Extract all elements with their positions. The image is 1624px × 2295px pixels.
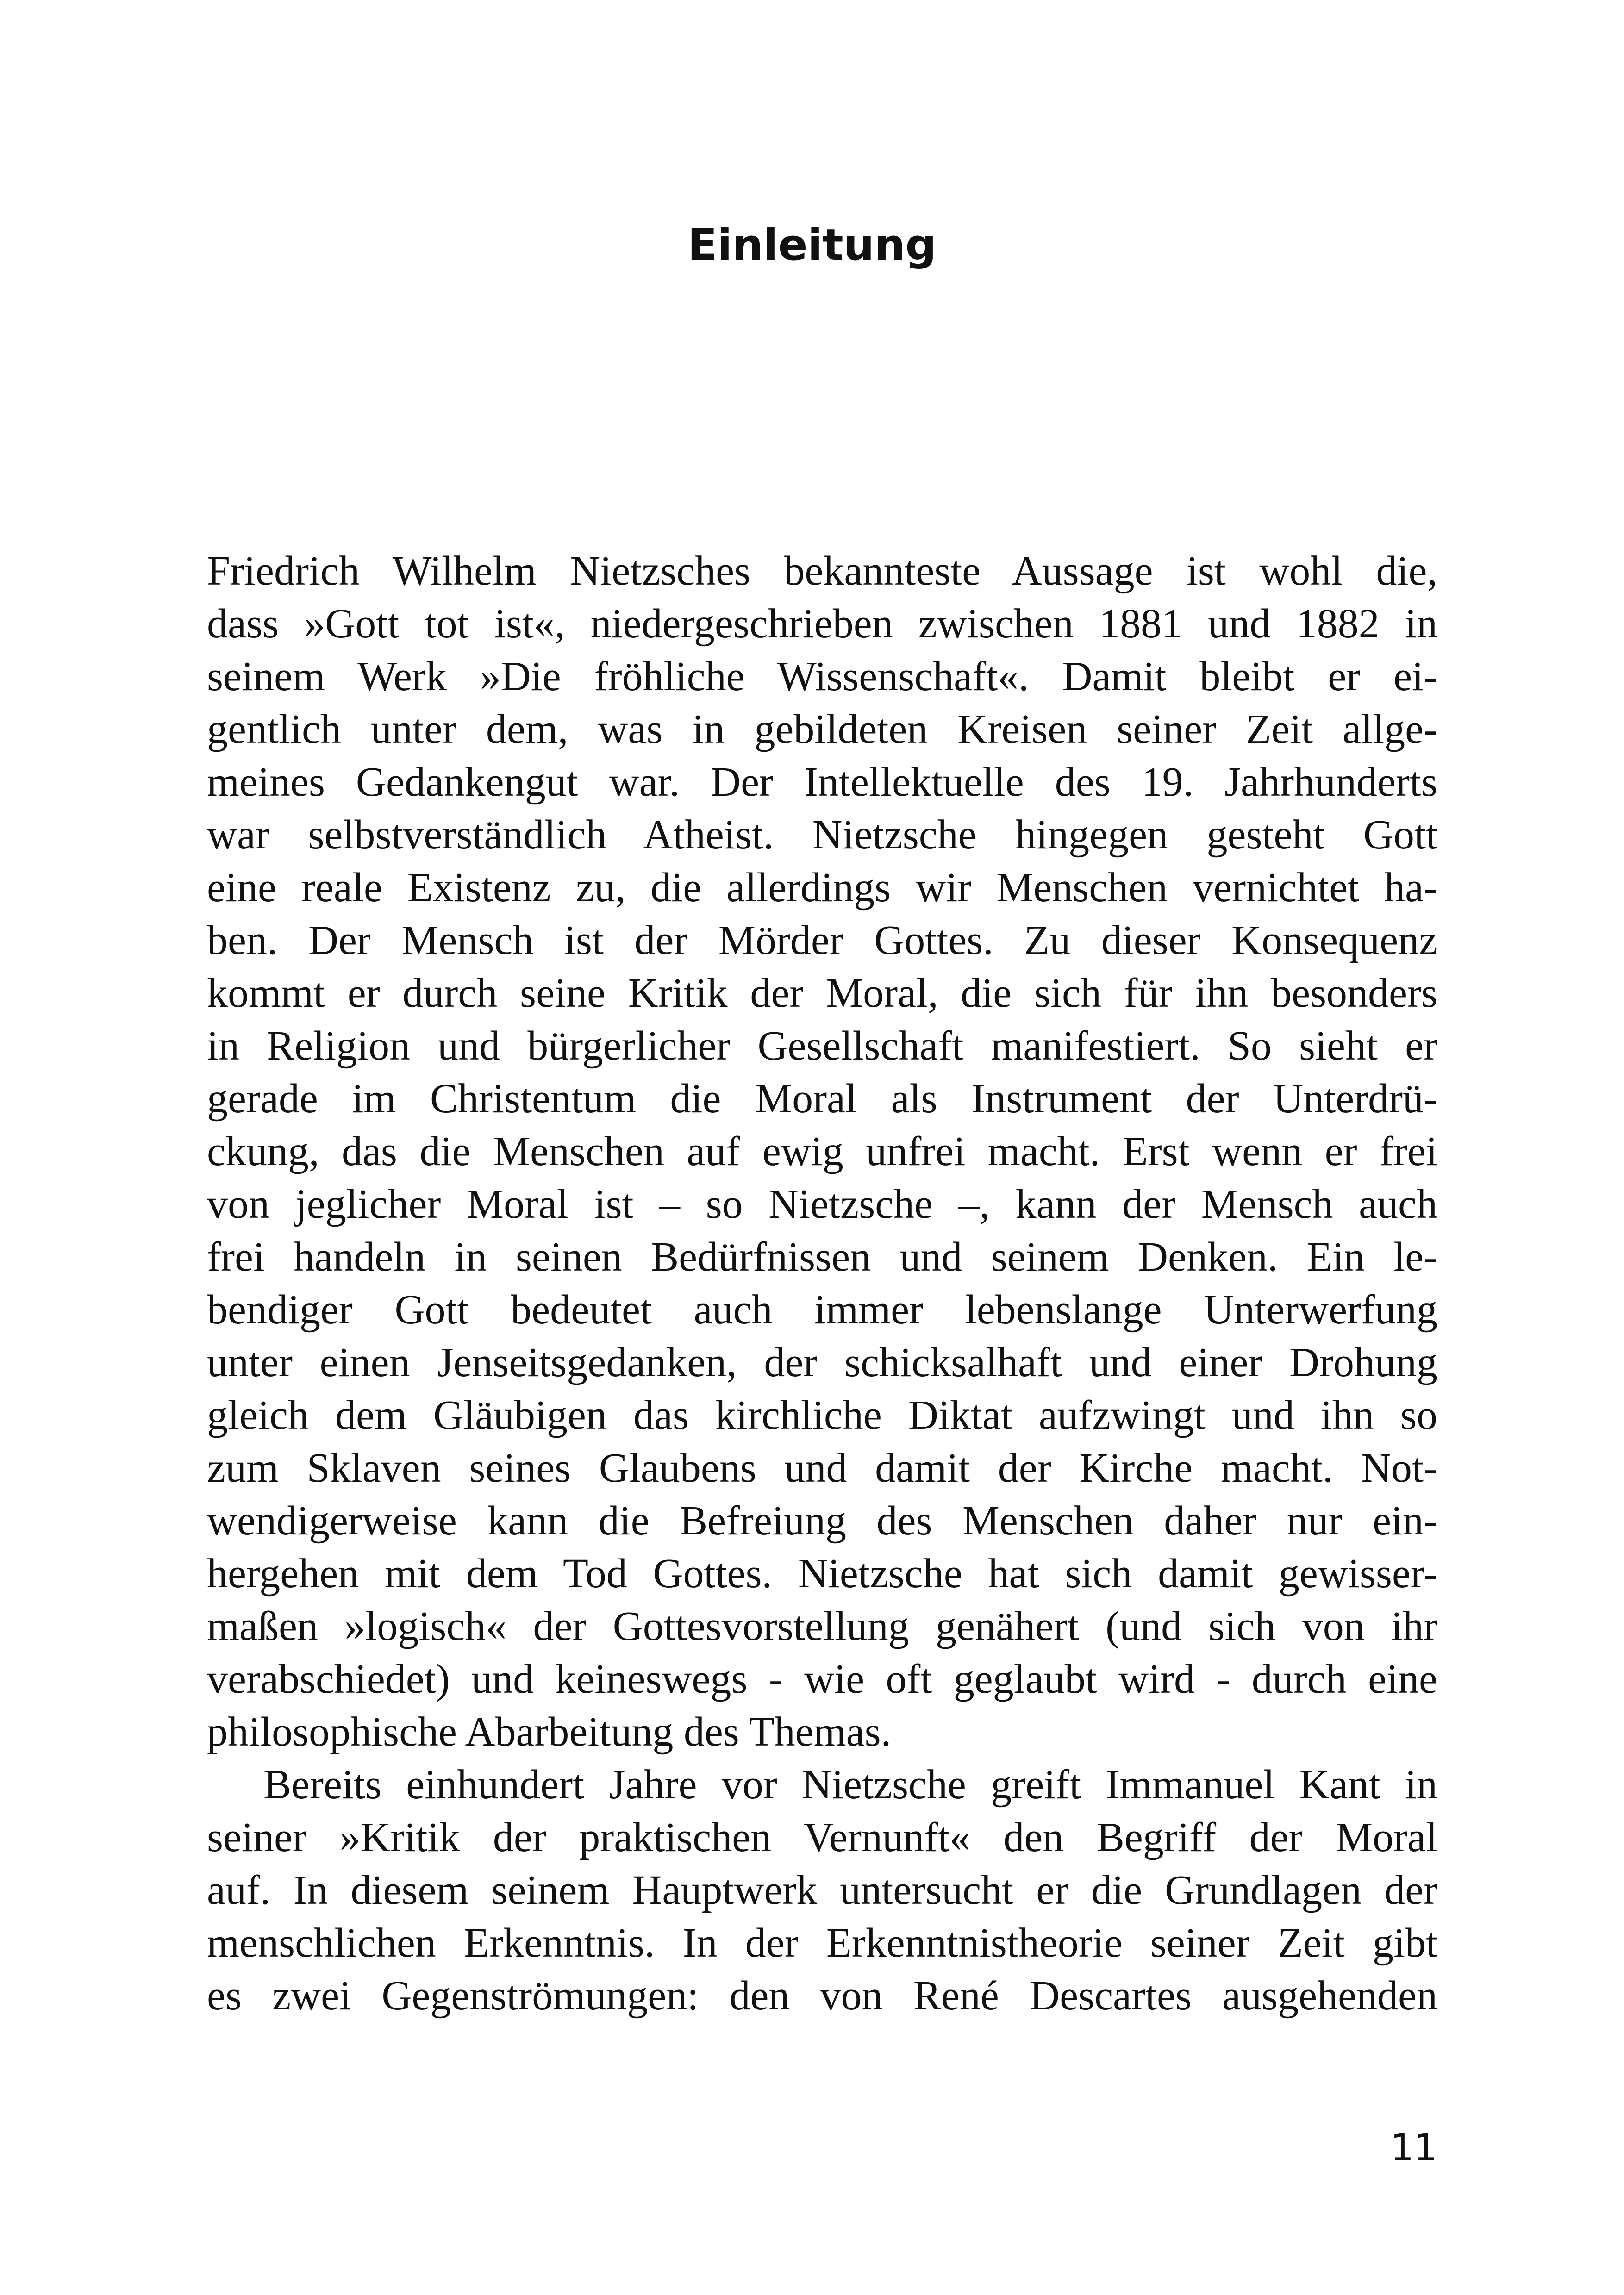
text-line: meines Gedankengut war. Der Intellektuelle des 19. Jahrhunderts (207, 759, 1437, 805)
text-line: von jeglicher Moral ist – so Nietzsche –, kann der Mensch auch (207, 1181, 1437, 1227)
text-line: gerade im Christentum die Moral als Instrument der Unterdrü- (207, 1076, 1437, 1122)
text-line: menschlichen Erkenntnis. In der Erkenntnistheorie seiner Zeit gibt (207, 1920, 1437, 1966)
text-line: bendiger Gott bedeutet auch immer lebenslange Unterwerfung (207, 1287, 1437, 1333)
text-line: auf. In diesem seinem Hauptwerk untersucht er die Grundlagen der (207, 1867, 1437, 1913)
text-line: gleich dem Gläubigen das kirchliche Diktat aufzwingt und ihn so (207, 1392, 1437, 1438)
text-line: kommt er durch seine Kritik der Moral, die sich für ihn besonders (207, 970, 1437, 1016)
chapter-title: Einleitung (687, 220, 937, 270)
paragraph-2 (207, 1759, 1437, 2022)
text-line: eine reale Existenz zu, die allerdings wir Menschen vernichtet ha- (207, 865, 1437, 911)
text-line: seiner »Kritik der praktischen Vernunft« den Begriff der Moral (207, 1815, 1437, 1860)
page-number: 11 (1390, 2126, 1437, 2169)
text-line: wendigerweise kann die Befreiung des Menschen daher nur ein- (207, 1498, 1437, 1544)
text-line: war selbstverständlich Atheist. Nietzsche hingegen gesteht Gott (207, 812, 1437, 858)
text-line: ben. Der Mensch ist der Mörder Gottes. Zu dieser Konsequenz (207, 917, 1437, 963)
text-line: in Religion und bürgerlicher Gesellschaft manifestiert. So sieht er (207, 1023, 1437, 1069)
text-line: dass »Gott tot ist«, niedergeschrieben zwischen 1881 und 1882 in (207, 601, 1437, 647)
text-line: seinem Werk »Die fröhliche Wissenschaft«. Damit bleibt er ei- (207, 654, 1437, 699)
body-text (207, 545, 1437, 2026)
text-line: philosophische Abarbeitung des Themas. (207, 1709, 892, 1755)
text-line: es zwei Gegenströmungen: den von René Descartes ausgehenden (207, 1973, 1437, 2019)
text-line: frei handeln in seinen Bedürfnissen und seinem Denken. Ein le- (207, 1234, 1437, 1280)
text-line: gentlich unter dem, was in gebildeten Kreisen seiner Zeit allge- (207, 706, 1437, 752)
paragraph-1 (207, 545, 1437, 1759)
text-line: Friedrich Wilhelm Nietzsches bekannteste Aussage ist wohl die, (207, 548, 1437, 594)
text-line: verabschiedet) und keineswegs - wie oft geglaubt wird - durch eine (207, 1656, 1437, 1702)
text-line: hergehen mit dem Tod Gottes. Nietzsche hat sich damit gewisser- (207, 1551, 1437, 1597)
text-line: ckung, das die Menschen auf ewig unfrei macht. Erst wenn er frei (207, 1129, 1437, 1174)
text-line: maßen »logisch« der Gottesvorstellung genähert (und sich von ihr (207, 1603, 1437, 1649)
text-line: Bereits einhundert Jahre vor Nietzsche greift Immanuel Kant in (263, 1762, 1437, 1808)
text-line: zum Sklaven seines Glaubens und damit der Kirche macht. Not- (207, 1445, 1437, 1491)
text-line: unter einen Jenseitsgedanken, der schicksalhaft und einer Drohung (207, 1340, 1437, 1385)
